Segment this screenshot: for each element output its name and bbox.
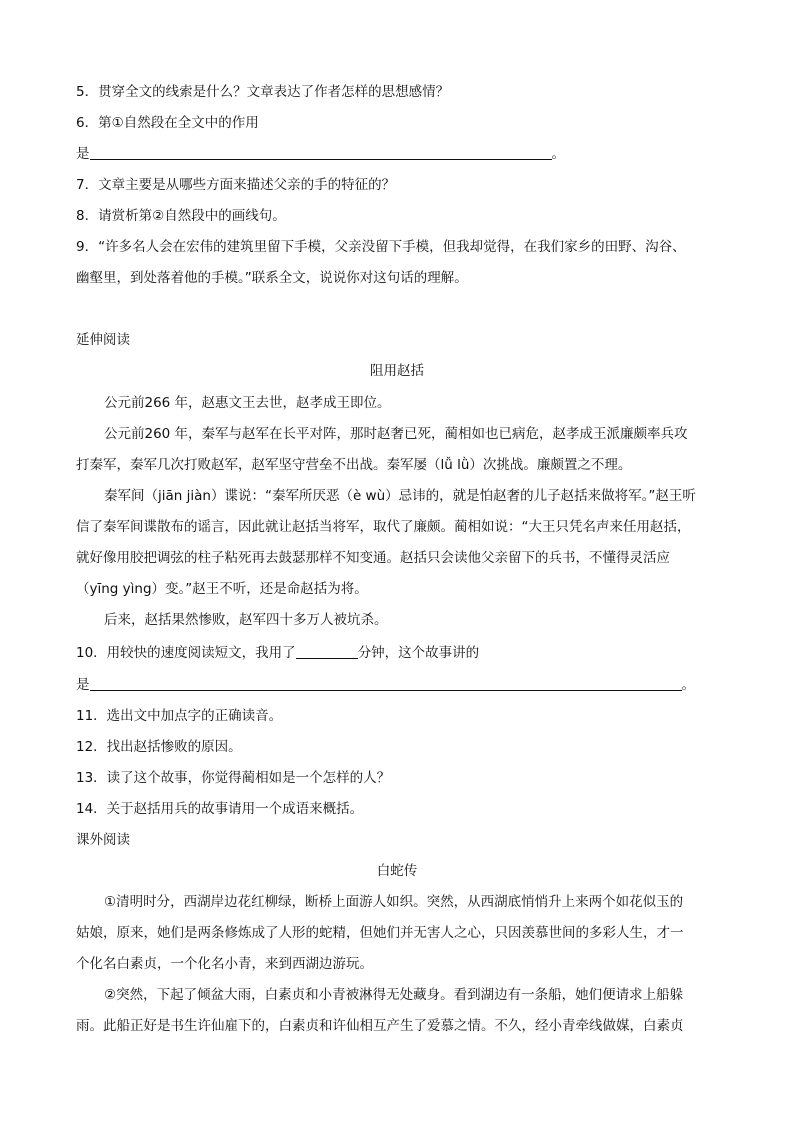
question-6: 6．第①自然段在全文中的作用 [76, 115, 259, 131]
question-9-cont: 幽壑里，到处落着他的手模。”联系全文，说说你对这句话的理解。 [76, 270, 468, 286]
question-14: 14．关于赵括用兵的故事请用一个成语来概括。 [76, 801, 364, 817]
story-paragraph-line: 就好像用胶把调弦的柱子粘死再去鼓瑟那样不知变通。赵括只会读他父亲留下的兵书，不懂得灵活应 [76, 550, 670, 566]
answer-prefix: 是 [76, 146, 90, 162]
story-paragraph-line: 公元前260 年，秦军与赵军在长平对阵，那时赵奢已死，蔺相如也已病危，赵孝成王派廉颇率兵攻 [104, 426, 688, 442]
story-paragraph-line: ②突然，下起了倾盆大雨，白素贞和小青被淋得无处藏身。看到湖边有一条船，她们便请求上船躲 [104, 987, 684, 1003]
story-paragraph-line: ①清明时分，西湖岸边花红柳绿，断桥上面游人如织。突然，从西湖底悄悄升上来两个如花似玉的 [104, 894, 684, 910]
question-9: 9．“许多名人会在宏伟的建筑里留下手模，父亲没留下手模，但我却觉得，在我们家乡的田野、沟谷、 [76, 239, 686, 255]
story-title: 白蛇传 [376, 863, 418, 879]
answer-suffix: 。 [681, 677, 695, 693]
story-paragraph-line: 雨。此船正好是书生许仙雇下的，白素贞和许仙相互产生了爱慕之情。不久，经小青牵线做媒，白素贞 [76, 1018, 684, 1034]
story-paragraph-line: 秦军间（jiān jiàn）谍说：“秦军所厌恶（è wù）忌讳的，就是怕赵奢的儿子赵括来做将军。”赵王听 [104, 488, 696, 504]
story-paragraph-line: 姑娘，原来，她们是两条修炼成了人形的蛇精，但她们并无害人之心，只因羡慕世间的多彩人生，才一 [76, 925, 684, 941]
section-heading-extracurricular-reading: 课外阅读 [76, 832, 130, 848]
question-10-part2: 分钟，这个故事讲的 [357, 645, 480, 661]
story-title: 阻用赵括 [370, 363, 424, 379]
question-7: 7．文章主要是从哪些方面来描述父亲的手的特征的？ [76, 177, 396, 193]
story-paragraph-line: 打秦军，秦军几次打败赵军，赵军坚守营垒不出战。秦军屡（lǚ lǜ）次挑战。廉颇置之不理。 [76, 457, 632, 473]
section-heading-extended-reading: 延伸阅读 [76, 332, 130, 348]
answer-prefix: 是 [76, 677, 90, 693]
story-paragraph-line: 后来，赵括果然惨败，赵军四十多万人被坑杀。 [104, 612, 388, 628]
question-10-part1: 10．用较快的速度阅读短文，我用了 [76, 645, 296, 661]
story-paragraph-line: 个化名白素贞，一个化名小青，来到西湖边游玩。 [76, 956, 373, 972]
answer-blank[interactable] [90, 145, 552, 160]
question-11: 11．选出文中加点字的正确读音。 [76, 708, 283, 724]
question-5: 5．贯穿全文的线索是什么？文章表达了作者怎样的思想感情？ [76, 84, 450, 100]
answer-suffix: 。 [551, 146, 565, 162]
question-12: 12．找出赵括惨败的原因。 [76, 739, 242, 755]
question-6-answer-line [76, 144, 736, 164]
story-paragraph-line: （yīng yìng）变。”赵王不听，还是命赵括为将。 [76, 581, 368, 597]
answer-blank[interactable] [90, 676, 682, 691]
question-10 [76, 643, 736, 663]
question-10-answer-line [76, 675, 736, 695]
minutes-blank[interactable] [296, 644, 358, 659]
story-paragraph-line: 信了秦军间谍散布的谣言，因此就让赵括当将军，取代了廉颇。蔺相如说：“大王只凭名声来任用赵括， [76, 519, 691, 535]
story-paragraph-line: 公元前266 年，赵惠文王去世，赵孝成王即位。 [104, 395, 391, 411]
question-8: 8．请赏析第②自然段中的画线句。 [76, 208, 286, 224]
question-13: 13．读了这个故事，你觉得蔺相如是一个怎样的人？ [76, 770, 391, 786]
